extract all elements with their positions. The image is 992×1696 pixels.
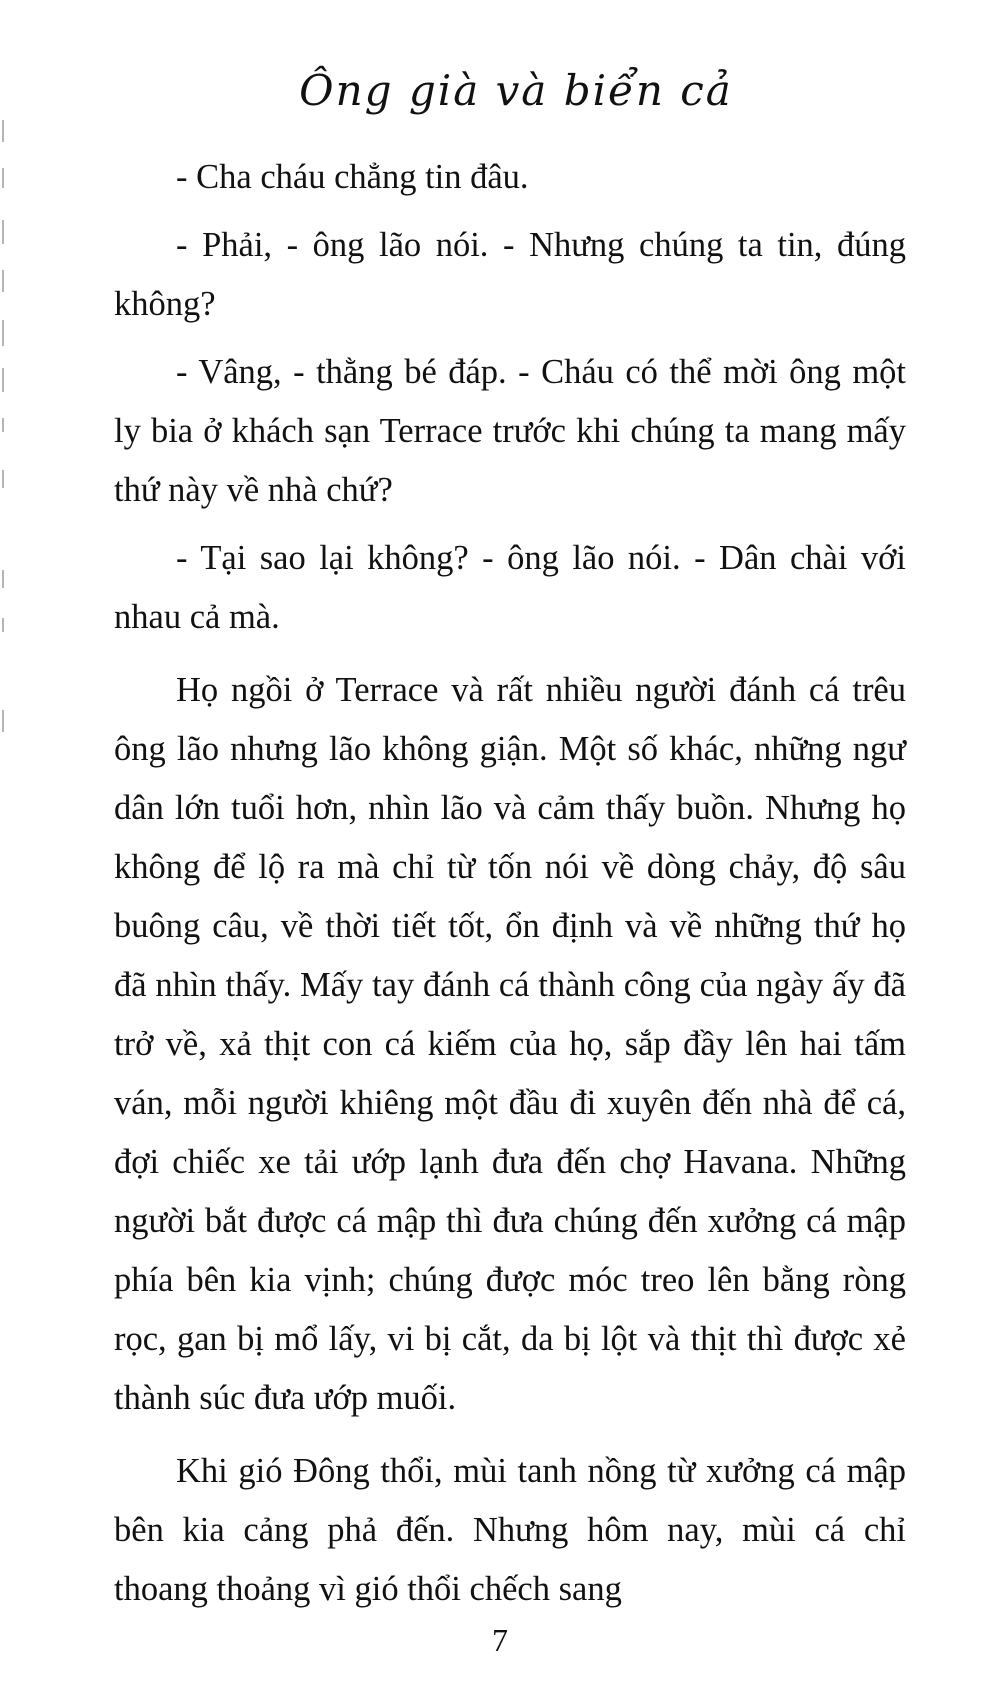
edge-mark	[2, 120, 4, 142]
edge-mark	[2, 320, 4, 346]
edge-mark	[2, 618, 4, 632]
edge-mark	[2, 270, 4, 292]
edge-mark	[2, 470, 4, 488]
paragraph: Khi gió Đông thổi, mùi tanh nồng từ xưởng cá mập bên kia cảng phả đến. Nhưng hôm nay, mùi cá chỉ thoang thoảng vì gió thổi chếch sang	[114, 1452, 906, 1608]
page-number: 7	[492, 1622, 508, 1658]
running-head-title: Ông già và biển cả	[299, 66, 733, 115]
edge-mark	[2, 220, 4, 244]
paragraph: - Cha cháu chẳng tin đâu.	[176, 158, 529, 196]
paragraph: Họ ngồi ở Terrace và rất nhiều người đánh cá trêu ông lão nhưng lão không giận. Một số khác, những ngư dân lớn tuổi hơn, nhìn lão và cảm thấy buồn. Nhưng họ không để lộ ra mà chỉ từ tốn nói về dòng chảy, độ sâu buông câu, về thời tiết tốt, ổn định và về những thứ họ đã nhìn thấy. Mấy tay đánh cá thành công của ngày ấy đã trở về, xả thịt con cá kiếm của họ, sắp đầy lên hai tấm ván, mỗi người khiêng một đầu đi xuyên đến nhà để cá, đợi chiếc xe tải ướp lạnh đưa đến chợ Havana. Những người bắt được cá mập thì đưa chúng đến xưởng cá mập phía bên kia vịnh; chúng được móc treo lên bằng ròng rọc, gan bị mổ lấy, vi bị cắt, da bị lột và thịt thì được xẻ thành súc đưa ướp muối.	[114, 671, 906, 1417]
binding-edge-marks	[0, 120, 8, 820]
edge-mark	[2, 710, 4, 732]
edge-mark	[2, 168, 4, 188]
paragraph: - Vâng, - thằng bé đáp. - Cháu có thể mời ông một ly bia ở khách sạn Terrace trước khi chúng ta mang mấy thứ này về nhà chứ?	[114, 353, 906, 509]
paragraph: - Phải, - ông lão nói. - Nhưng chúng ta tin, đúng không?	[114, 226, 906, 323]
body-text	[114, 148, 906, 1619]
edge-mark	[2, 570, 4, 588]
edge-mark	[2, 418, 4, 432]
paragraph: - Tại sao lại không? - ông lão nói. - Dân chài với nhau cả mà.	[114, 539, 906, 636]
edge-mark	[2, 368, 4, 392]
